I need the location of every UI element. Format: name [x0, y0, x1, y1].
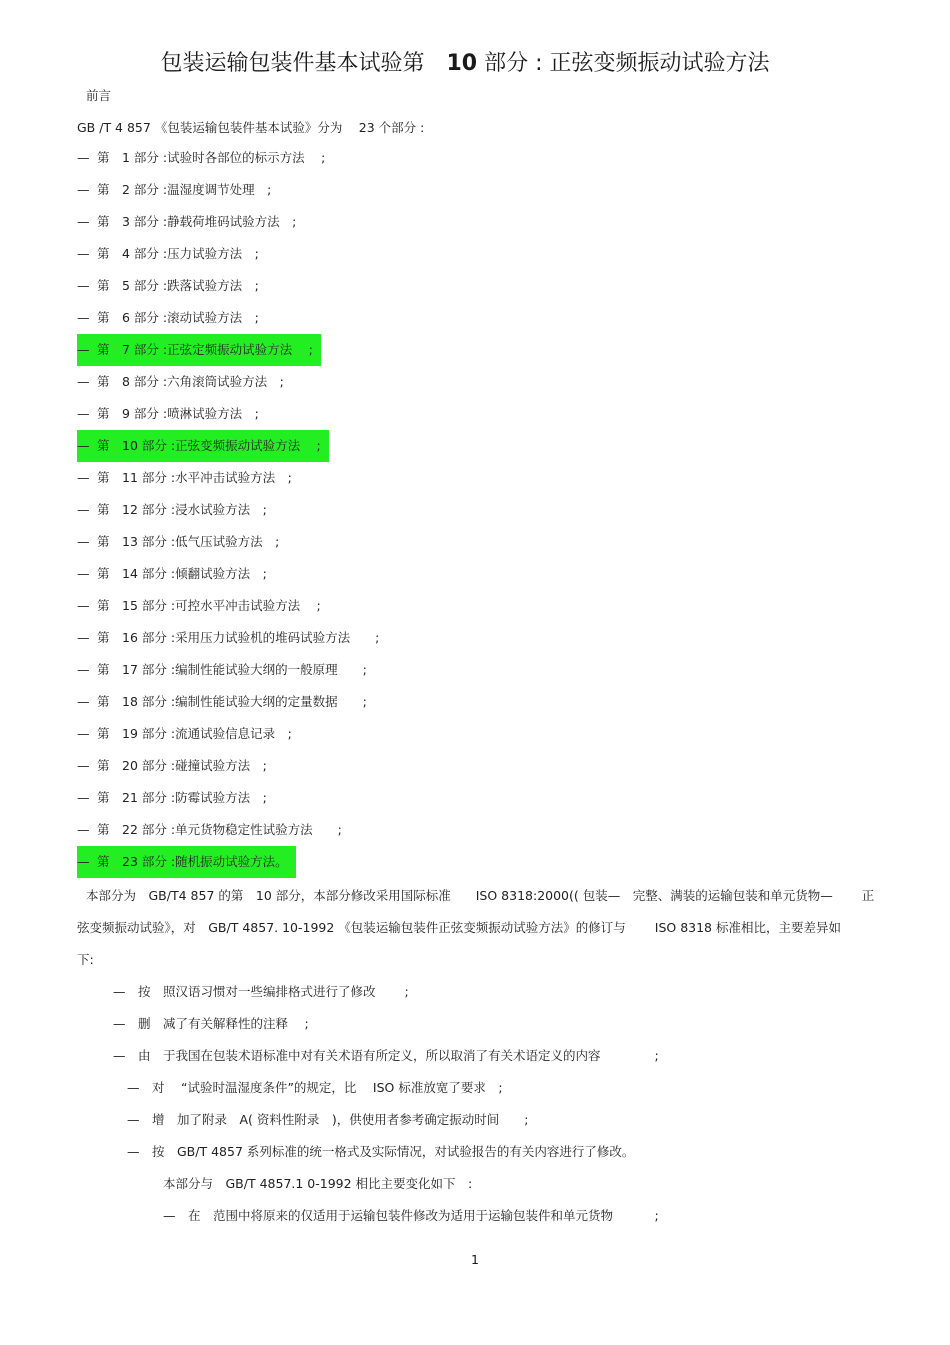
- part-item: [77, 308, 259, 328]
- page-number: 1: [471, 1252, 479, 1267]
- part-item: [77, 532, 279, 552]
- part-label: 第 10 部分 :正弦变频振动试验方法 ;: [97, 438, 321, 453]
- part-item: [77, 564, 267, 584]
- dash-bullet: —: [77, 534, 90, 549]
- dash-bullet: —: [77, 854, 90, 869]
- part-label: 第 21 部分 :防霉试验方法 ;: [97, 790, 267, 805]
- part-label: 第 17 部分 :编制性能试验大纲的一般原理 ;: [97, 662, 367, 677]
- dash-bullet: —: [77, 566, 90, 581]
- dash-bullet: —: [77, 758, 90, 773]
- highlighted-part-item: [77, 846, 296, 878]
- part-label: 第 3 部分 :静载荷堆码试验方法 ;: [97, 214, 297, 229]
- dash-bullet: —: [77, 310, 90, 325]
- part-item: [77, 468, 292, 488]
- part-item: [77, 500, 267, 520]
- dash-bullet: —: [77, 470, 90, 485]
- part-label: 第 22 部分 :单元货物稳定性试验方法 ;: [97, 822, 342, 837]
- body-paragraph-line-3: 下:: [77, 952, 94, 967]
- part-label: 第 6 部分 :滚动试验方法 ;: [97, 310, 259, 325]
- part-label: 第 23 部分 :随机振动试验方法。: [97, 854, 288, 869]
- part-item: [77, 180, 271, 200]
- part-label: 第 15 部分 :可控水平冲击试验方法 ;: [97, 598, 321, 613]
- dash-bullet: —: [77, 214, 90, 229]
- part-label: 第 18 部分 :编制性能试验大纲的定量数据 ;: [97, 694, 367, 709]
- dash-bullet: —: [77, 182, 90, 197]
- body-paragraph-line-2: 弦变频振动试验》，对 GB/T 4857. 10-1992 《包装运输包装件正弦变频振动试验方法》的修订与 ISO 8318 标准相比，主要差异如: [77, 920, 841, 935]
- dash-bullet: —: [77, 502, 90, 517]
- dash-bullet: —: [77, 374, 90, 389]
- part-label: 第 20 部分 :碰撞试验方法 ;: [97, 758, 267, 773]
- part-item: [77, 244, 259, 264]
- part-item: [77, 596, 321, 616]
- part-label: 第 12 部分 :浸水试验方法 ;: [97, 502, 267, 517]
- part-item: [77, 372, 284, 392]
- preface-heading: 前言: [86, 88, 112, 103]
- part-label: 第 16 部分 :采用压力试验机的堆码试验方法 ;: [97, 630, 380, 645]
- part-label: 第 1 部分 :试验时各部位的标示方法 ;: [97, 150, 326, 165]
- difference-item: — 按 照汉语习惯对一些编排格式进行了修改 ;: [113, 984, 409, 999]
- sub-difference-item: — 对 “试验时温湿度条件”的规定，比 ISO 标准放宽了要求 ;: [127, 1080, 503, 1095]
- body-paragraph-line-1: 本部分为 GB/T4 857 的第 10 部分，本部分修改采用国际标准 ISO 8318:2000(( 包装— 完整、满装的运输包装和单元货物— 正: [86, 888, 875, 903]
- dash-bullet: —: [77, 598, 90, 613]
- dash-bullet: —: [77, 822, 90, 837]
- highlighted-part-item: [77, 430, 329, 462]
- sub-difference-item: — 按 GB/T 4857 系列标准的统一格式及实际情况，对试验报告的有关内容进行了修改。: [127, 1144, 635, 1159]
- part-label: 第 19 部分 :流通试验信息记录 ;: [97, 726, 292, 741]
- part-item: [77, 276, 259, 296]
- dash-bullet: —: [77, 726, 90, 741]
- part-label: 第 11 部分 :水平冲击试验方法 ;: [97, 470, 292, 485]
- difference-item: — 删 减了有关解释性的注释 ;: [113, 1016, 309, 1031]
- document-title: 包装运输包装件基本试验第 10 部分 : 正弦变频振动试验方法: [160, 51, 770, 76]
- intro-line: GB /T 4 857 《包装运输包装件基本试验》分为 23 个部分 :: [77, 120, 425, 135]
- part-label: 第 9 部分 :喷淋试验方法 ;: [97, 406, 259, 421]
- changes-intro: 本部分与 GB/T 4857.1 0-1992 相比主要变化如下 :: [163, 1176, 473, 1191]
- part-item: [77, 660, 367, 680]
- dash-bullet: —: [77, 342, 90, 357]
- part-label: 第 8 部分 :六角滚筒试验方法 ;: [97, 374, 284, 389]
- part-label: 第 14 部分 :倾翻试验方法 ;: [97, 566, 267, 581]
- difference-item: — 由 于我国在包装术语标准中对有关术语有所定义，所以取消了有关术语定义的内容 ;: [113, 1048, 659, 1063]
- dash-bullet: —: [77, 278, 90, 293]
- dash-bullet: —: [77, 406, 90, 421]
- part-item: [77, 788, 267, 808]
- part-item: [77, 820, 342, 840]
- change-item: — 在 范围中将原来的仅适用于运输包装件修改为适用于运输包装件和单元货物 ;: [163, 1208, 659, 1223]
- dash-bullet: —: [77, 662, 90, 677]
- part-item: [77, 148, 325, 168]
- highlighted-part-item: [77, 334, 321, 366]
- part-item: [77, 404, 259, 424]
- dash-bullet: —: [77, 630, 90, 645]
- dash-bullet: —: [77, 790, 90, 805]
- part-label: 第 2 部分 :温湿度调节处理 ;: [97, 182, 272, 197]
- part-item: [77, 212, 296, 232]
- part-item: [77, 724, 292, 744]
- dash-bullet: —: [77, 150, 90, 165]
- part-item: [77, 692, 367, 712]
- part-label: 第 4 部分 :压力试验方法 ;: [97, 246, 259, 261]
- part-label: 第 5 部分 :跌落试验方法 ;: [97, 278, 259, 293]
- sub-difference-item: — 增 加了附录 A( 资料性附录 )，供使用者参考确定振动时间 ;: [127, 1112, 529, 1127]
- part-item: [77, 756, 267, 776]
- dash-bullet: —: [77, 694, 90, 709]
- dash-bullet: —: [77, 246, 90, 261]
- dash-bullet: —: [77, 438, 90, 453]
- part-label: 第 7 部分 :正弦定频振动试验方法 ;: [97, 342, 313, 357]
- part-item: [77, 628, 379, 648]
- part-label: 第 13 部分 :低气压试验方法 ;: [97, 534, 280, 549]
